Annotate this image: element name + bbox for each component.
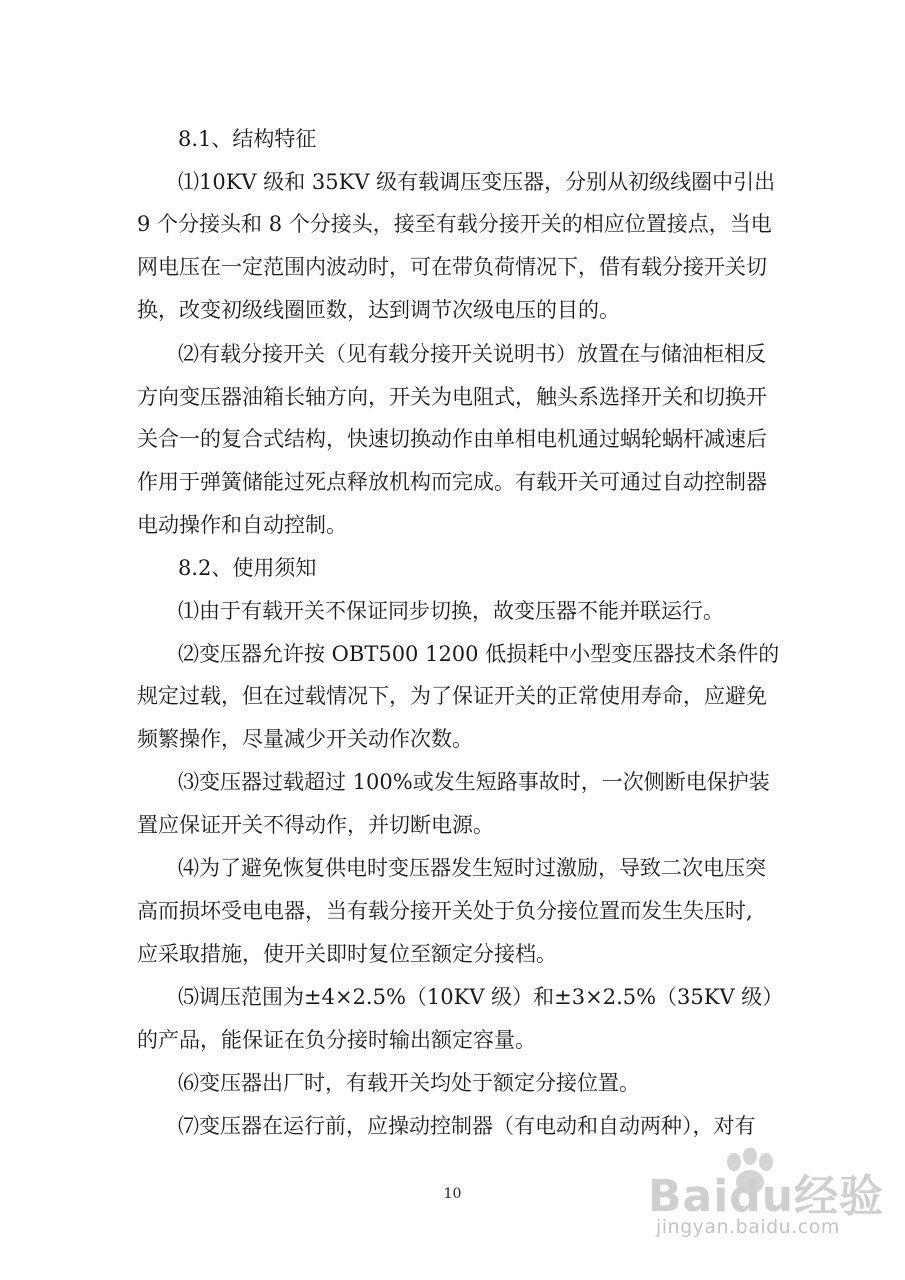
paragraph-line: ⑶变压器过载超过 100%或发生短路事故时，一次侧断电保护装 — [178, 770, 770, 794]
section-heading-8-1: 8.1、结构特征 — [178, 127, 317, 151]
paragraph-line: 规定过载，但在过载情况下，为了保证开关的正常使用寿命，应避免 — [137, 684, 767, 708]
paragraph-line: ⑹变压器出厂时，有载开关均处于额定分接位置。 — [178, 1071, 640, 1095]
paragraph-line: ⑸调压范围为±4×2.5%（10KV 级）和±3×2.5%（35KV 级） — [178, 985, 784, 1009]
paragraph-line: 方向变压器油箱长轴方向，开关为电阻式，触头系选择开关和切换开 — [137, 385, 767, 409]
paragraph-line: 电动操作和自动控制。 — [137, 513, 347, 537]
paragraph-line: 作用于弹簧储能过死点释放机构而完成。有载开关可通过自动控制器 — [137, 470, 767, 494]
paragraph-line: ⑺变压器在运行前，应操动控制器（有电动和自动两种），对有 — [178, 1114, 756, 1138]
paragraph-line: ⑵变压器允许按 OBT500 1200 低损耗中小型变压器技术条件的 — [178, 642, 780, 666]
baidu-jingyan-watermark — [648, 1148, 888, 1268]
paragraph-line: 网电压在一定范围内波动时，可在带负荷情况下，借有载分接开关切 — [137, 255, 767, 279]
paragraph-line: 应采取措施，使开关即时复位至额定分接档。 — [137, 942, 557, 966]
paragraph-line: ⑴由于有载开关不保证同步切换，故变压器不能并联运行。 — [178, 599, 724, 623]
page-number: 10 — [443, 1186, 462, 1202]
paragraph-line: ⑴10KV 级和 35KV 级有载调压变压器，分别从初级线圈中引出 — [178, 170, 776, 194]
paragraph-line: ⑷为了避免恢复供电时变压器发生短时过激励，导致二次电压突 — [178, 856, 766, 880]
paragraph-line: 的产品，能保证在负分接时输出额定容量。 — [137, 1028, 536, 1052]
paragraph-line: 置应保证开关不得动作，并切断电源。 — [137, 813, 494, 837]
paragraph-line: ⑵有载分接开关（见有载分接开关说明书）放置在与储油柜相反 — [178, 342, 766, 366]
paragraph-line: 频繁操作，尽量减少开关动作次数。 — [137, 727, 473, 751]
watermark-logo: Baidu经验 — [648, 1171, 885, 1222]
paragraph-line: 高而损坏受电电器，当有载分接开关处于负分接位置而发生失压时, — [137, 899, 753, 923]
section-heading-8-2: 8.2、使用须知 — [178, 556, 317, 580]
paragraph-line: 换，改变初级线圈匝数，达到调节次级电压的目的。 — [137, 298, 620, 322]
paragraph-line: 9 个分接头和 8 个分接头，接至有载分接开关的相应位置接点，当电 — [137, 212, 772, 236]
watermark-url: jingyan.baidu.com — [656, 1216, 840, 1238]
paragraph-line: 关合一的复合式结构，快速切换动作由单相电机通过蜗轮蜗杆减速后 — [137, 427, 767, 451]
